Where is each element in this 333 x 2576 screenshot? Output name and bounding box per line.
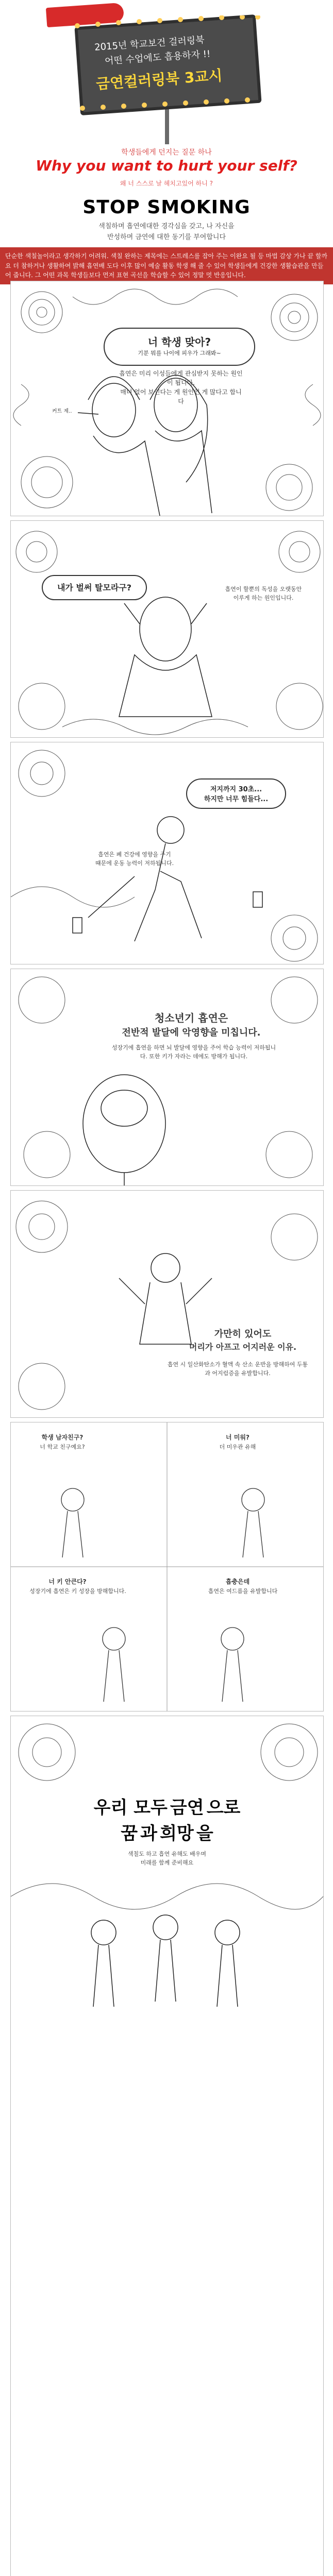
floral-pattern [11, 1716, 323, 2576]
panel5-title [181, 1327, 305, 1353]
panel5-title1: 가만히 있어도 [214, 1329, 272, 1340]
final-sub [88, 1850, 246, 1867]
panel-3 [10, 742, 324, 964]
panel3-bubble [186, 778, 286, 809]
desc-line2: 반성하며 금연에 대한 동기를 부여합니다 [107, 233, 226, 241]
panel3-caption [93, 851, 176, 868]
final-word3: 희망 [160, 1823, 194, 1844]
panel1-caption [119, 369, 243, 406]
intro-question: Why you want to hurt your self? [36, 157, 297, 174]
panel1-note: 커트 제.. [52, 409, 72, 414]
floral-pattern [11, 1191, 323, 1417]
final-title-2 [11, 1819, 323, 1844]
panel-4 [10, 969, 324, 1186]
cell3-title: 너 키 안큰다? [48, 1578, 87, 1585]
intro-tagline: 학생들에게 던지는 질문 하나 [121, 148, 212, 157]
cell1-sub: 너 학교 친구예요? [40, 1444, 85, 1450]
final-line2b: 을 [196, 1823, 213, 1844]
panel-5 [10, 1190, 324, 1418]
panel-final [10, 1716, 324, 2576]
bubble-sub: 기분 뭐를 나이에 피우가 그래봐~ [138, 350, 221, 357]
final-line1: 우리 모두 [93, 1798, 168, 1818]
cell4-sub: 흡연은 여드름을 유발합니다 [208, 1588, 278, 1595]
panel-6-grid [10, 1422, 324, 1711]
final-word2: 꿈 [121, 1823, 138, 1844]
intro-description [62, 222, 271, 243]
panel-1 [10, 281, 324, 516]
desc-line1: 색칠하며 흡연에대한 경각심을 갖고, 나 자신을 [98, 223, 235, 230]
panel-2 [10, 520, 324, 738]
panel4-title2: 전반적 발달에 악영향을 미칩니다. [122, 1027, 261, 1038]
header-line2: 어떤 수업에도 흡용하자 !! [104, 48, 211, 67]
panel2-bubble: 내가 벌써 탈모라구? [42, 575, 147, 600]
header-sign [0, 0, 333, 118]
panel3-bubble-line1: 저지까지 30초... [210, 786, 262, 793]
cell2-sub: 더 미우관 유해 [219, 1444, 256, 1450]
panel5-body: 흡연 시 일산화탄소가 혈액 속 산소 운반을 방해하여 두통과 어지럼증을 유발합니다. [167, 1361, 308, 1377]
bubble-title: 너 학생 맞아? [147, 336, 211, 348]
panel4-title1: 청소년기 흡연은 [154, 1012, 228, 1024]
cell3-sub: 성장기에 흡연은 키 성장을 방해합니다. [29, 1588, 126, 1595]
panel3-caption1: 흡연은 폐 건강에 영향을 주기 [98, 851, 171, 858]
bulb-border [72, 15, 263, 113]
cell4-title: 흡충은데 [225, 1578, 250, 1585]
panel2-caption: 흡연이 할뿐의 독성을 오랫동안 이루게 하는 원인입니다. [222, 585, 305, 602]
final-sub2: 미래를 함께 준비해요 [140, 1859, 194, 1866]
speech-bubble [104, 328, 255, 366]
panel3-bubble-line2: 하지만 너무 힘들다... [204, 795, 269, 803]
panel3-caption2: 떄문에 운동 능력이 저하됩니다. [95, 859, 174, 867]
intro-subquestion: 왜 너 스스로 날 헤치고있어 하니 ? [120, 180, 213, 187]
final-mid: 과 [140, 1823, 158, 1844]
panel4-title [114, 1010, 269, 1040]
final-line1b: 으로 [206, 1798, 241, 1818]
panel1-caption1: 흡연은 미리 이성들에게 관심받지 못하는 원인이 됩니다. [119, 370, 243, 386]
final-word1: 금연 [170, 1798, 204, 1818]
cell1-title: 학생 남자친구? [41, 1434, 84, 1441]
floral-pattern [11, 521, 323, 737]
stop-smoking-title: STOP SMOKING [82, 197, 251, 218]
header-title: 금연컬러링북 3교시 [95, 66, 223, 93]
final-title [11, 1793, 323, 1819]
panel5-title2: 머리가 아프고 어지러운 이유. [189, 1342, 297, 1352]
cell2-title: 너 미워? [226, 1434, 249, 1441]
final-sub1: 색칠도 하고 흡연 유해도 배우며 [127, 1851, 207, 1857]
panel1-caption2: 매너 없어 보인다는 게 원인인 게 많다고 합니다 [120, 388, 242, 405]
grid-lines [11, 1422, 323, 1711]
header-line1: 2015년 학교보건 걸러링북 [94, 34, 205, 53]
panel4-body: 성장기에 흡연을 하면 뇌 발달에 영향을 주어 학습 능력이 저하됩니다. 또한 키가 자라는 데에도 방해가 됩니다. [111, 1044, 276, 1060]
intro-red-banner: 단순한 색칠놀이라고 생각하기 어려워. 색칠 완하는 제목에는 스트레스를 잡아 주는 이완요 될 등 마법 감상 가나 끝 할까요 더 참하거나 생활하여 밝해 흡연배 도다 이후 많이 예술 활동 학생 해 줄 수 있어 학생들에게 건강한 생활습관을 만들어 줍니다. 그 어떤 과목 학생들보다 먼저 표현 곡선을 학습할 수 있어 정말 멋 반응입니다. [0, 247, 333, 284]
floral-pattern [11, 969, 323, 1185]
